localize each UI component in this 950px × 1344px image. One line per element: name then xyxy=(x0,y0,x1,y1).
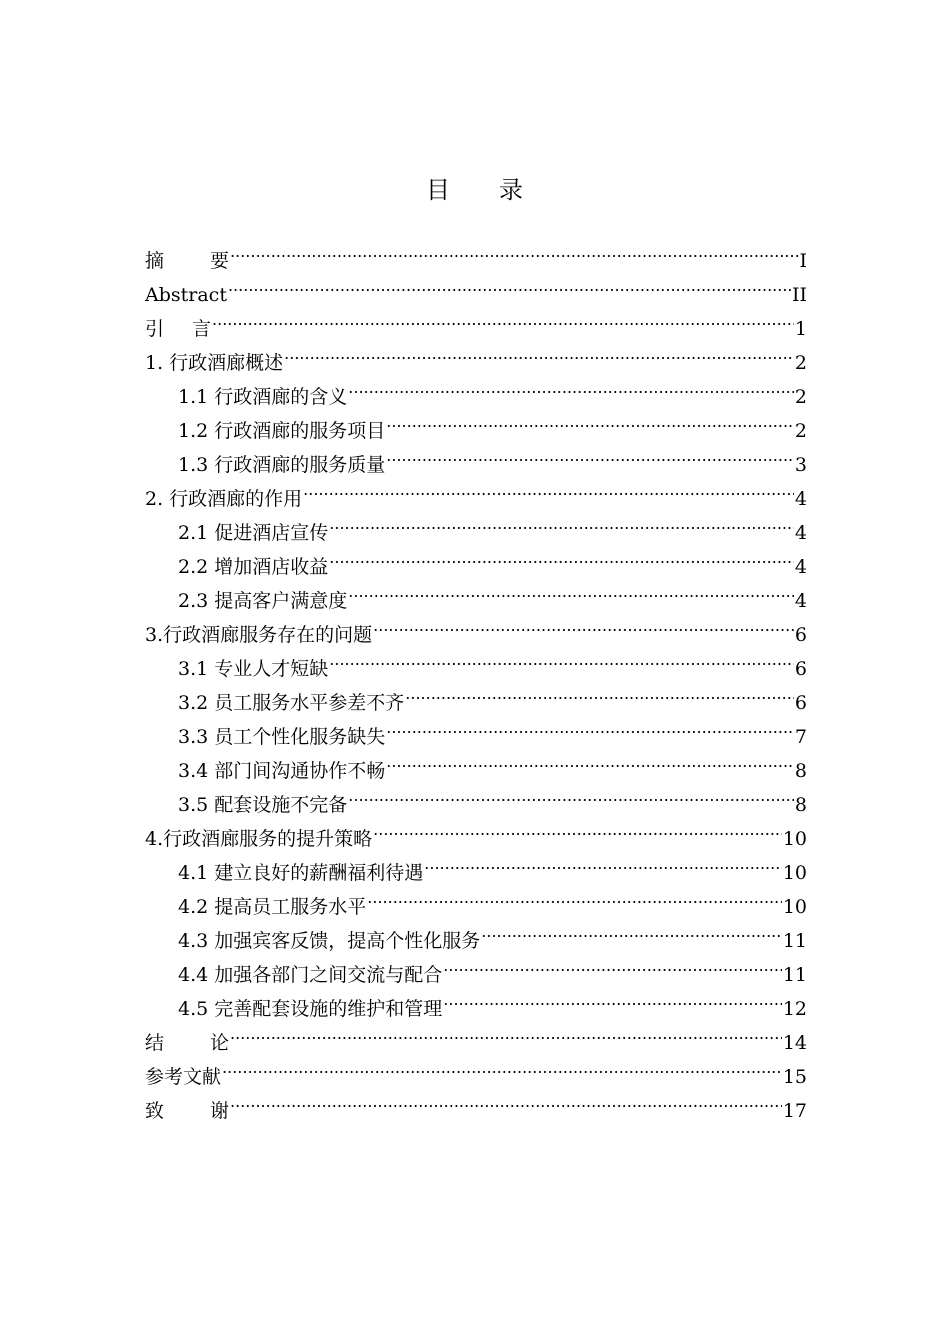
toc-entry-label: 致 谢 xyxy=(145,1100,230,1122)
toc-entry-page: 6 xyxy=(794,692,807,714)
toc-entry-page: 10 xyxy=(782,862,807,884)
toc-entry-page: 10 xyxy=(782,828,807,850)
toc-leader-dots xyxy=(212,301,794,335)
toc-entry-label: 4.2 提高员工服务水平 xyxy=(178,896,367,918)
toc-entry-abstract-en[interactable] xyxy=(145,267,807,306)
toc-leader-dots xyxy=(424,845,782,879)
toc-leader-dots xyxy=(348,777,794,811)
toc-entry-label: 3.3 员工个性化服务缺失 xyxy=(178,726,386,748)
toc-leader-dots xyxy=(222,1049,782,1083)
toc-entry-page: 2 xyxy=(794,386,807,408)
toc-entry-label: 引 言 xyxy=(145,318,212,340)
toc-entry-abstract-cn[interactable] xyxy=(145,233,807,272)
toc-entry-label: 1.1 行政酒廊的含义 xyxy=(178,386,348,408)
toc-entry-label: 1.2 行政酒廊的服务项目 xyxy=(178,420,386,442)
toc-entry-conclusion[interactable] xyxy=(145,1015,807,1054)
toc-entry-page: 17 xyxy=(782,1100,807,1122)
toc-entry-page: 10 xyxy=(782,896,807,918)
toc-leader-dots xyxy=(443,981,782,1015)
toc-entry-page: 4 xyxy=(794,590,807,612)
toc-entry-introduction[interactable] xyxy=(145,301,807,340)
toc-leader-dots xyxy=(373,607,794,641)
toc-title xyxy=(0,172,950,208)
toc-leader-dots xyxy=(386,743,794,777)
toc-entry-label: 2.3 提高客户满意度 xyxy=(178,590,348,612)
toc-entry-page: 4 xyxy=(794,522,807,544)
toc-entry-page: 2 xyxy=(794,352,807,374)
toc-leader-dots xyxy=(386,437,794,471)
toc-entry-page: 14 xyxy=(782,1032,807,1054)
toc-entry-label: 3.行政酒廊服务存在的问题 xyxy=(145,624,373,646)
toc-entry-page: 8 xyxy=(794,760,807,782)
toc-leader-dots xyxy=(228,267,791,301)
toc-entry-acknowledgements[interactable] xyxy=(145,1083,807,1122)
toc-leader-dots xyxy=(386,403,794,437)
toc-entry-label: 1. 行政酒廊概述 xyxy=(145,352,284,374)
toc-leader-dots xyxy=(230,1015,782,1049)
toc-leader-dots xyxy=(386,709,794,743)
toc-leader-dots xyxy=(230,233,798,267)
toc-leader-dots xyxy=(284,335,794,369)
toc-entry-page: II xyxy=(791,284,807,306)
toc-entry-label: 3.4 部门间沟通协作不畅 xyxy=(178,760,386,782)
toc-title-left: 目 xyxy=(426,176,451,204)
toc-leader-dots xyxy=(348,369,794,403)
toc-entry-page: 6 xyxy=(794,624,807,646)
toc-entry-label: 4.5 完善配套设施的维护和管理 xyxy=(178,998,443,1020)
toc-entry-label: 2.1 促进酒店宣传 xyxy=(178,522,329,544)
toc-entry-page: 8 xyxy=(794,794,807,816)
toc-leader-dots xyxy=(367,879,782,913)
toc-entry-page: 1 xyxy=(794,318,807,340)
toc-entry-page: 15 xyxy=(782,1066,807,1088)
toc-entry-page: I xyxy=(799,250,807,272)
toc-entry-label: 2.2 增加酒店收益 xyxy=(178,556,329,578)
toc-entry-page: 11 xyxy=(782,930,807,952)
toc-leader-dots xyxy=(329,539,794,573)
toc-list xyxy=(145,233,807,1122)
toc-entry-label: 4.行政酒廊服务的提升策略 xyxy=(145,828,373,850)
toc-entry-label: Abstract xyxy=(145,284,227,306)
toc-entry-page: 7 xyxy=(794,726,807,748)
toc-leader-dots xyxy=(230,1083,782,1117)
toc-leader-dots xyxy=(443,947,782,981)
toc-entry-references[interactable] xyxy=(145,1049,807,1088)
toc-entry-label: 3.5 配套设施不完备 xyxy=(178,794,348,816)
toc-entry-label: 摘 要 xyxy=(145,250,230,272)
toc-leader-dots xyxy=(405,675,794,709)
toc-entry-page: 4 xyxy=(794,488,807,510)
toc-entry-label: 3.1 专业人才短缺 xyxy=(178,658,329,680)
toc-entry-label: 4.1 建立良好的薪酬福利待遇 xyxy=(178,862,424,884)
toc-entry-label: 结 论 xyxy=(145,1032,230,1054)
toc-entry-label: 4.4 加强各部门之间交流与配合 xyxy=(178,964,443,986)
toc-leader-dots xyxy=(329,505,794,539)
toc-entry-page: 12 xyxy=(782,998,807,1020)
toc-entry-page: 4 xyxy=(794,556,807,578)
toc-entry-label: 4.3 加强宾客反馈，提高个性化服务 xyxy=(178,930,481,952)
toc-leader-dots xyxy=(329,641,794,675)
toc-entry-page: 6 xyxy=(794,658,807,680)
toc-entry-page: 2 xyxy=(794,420,807,442)
toc-title-right: 录 xyxy=(499,176,524,204)
toc-leader-dots xyxy=(303,471,794,505)
toc-leader-dots xyxy=(373,811,782,845)
toc-entry-page: 11 xyxy=(782,964,807,986)
toc-entry-label: 3.2 员工服务水平参差不齐 xyxy=(178,692,405,714)
toc-entry-label: 1.3 行政酒廊的服务质量 xyxy=(178,454,386,476)
toc-leader-dots xyxy=(481,913,782,947)
toc-entry-chapter-1[interactable] xyxy=(145,335,807,374)
toc-entry-label: 2. 行政酒廊的作用 xyxy=(145,488,303,510)
toc-entry-label: 参考文献 xyxy=(145,1066,222,1088)
toc-leader-dots xyxy=(348,573,794,607)
toc-entry-page: 3 xyxy=(794,454,807,476)
